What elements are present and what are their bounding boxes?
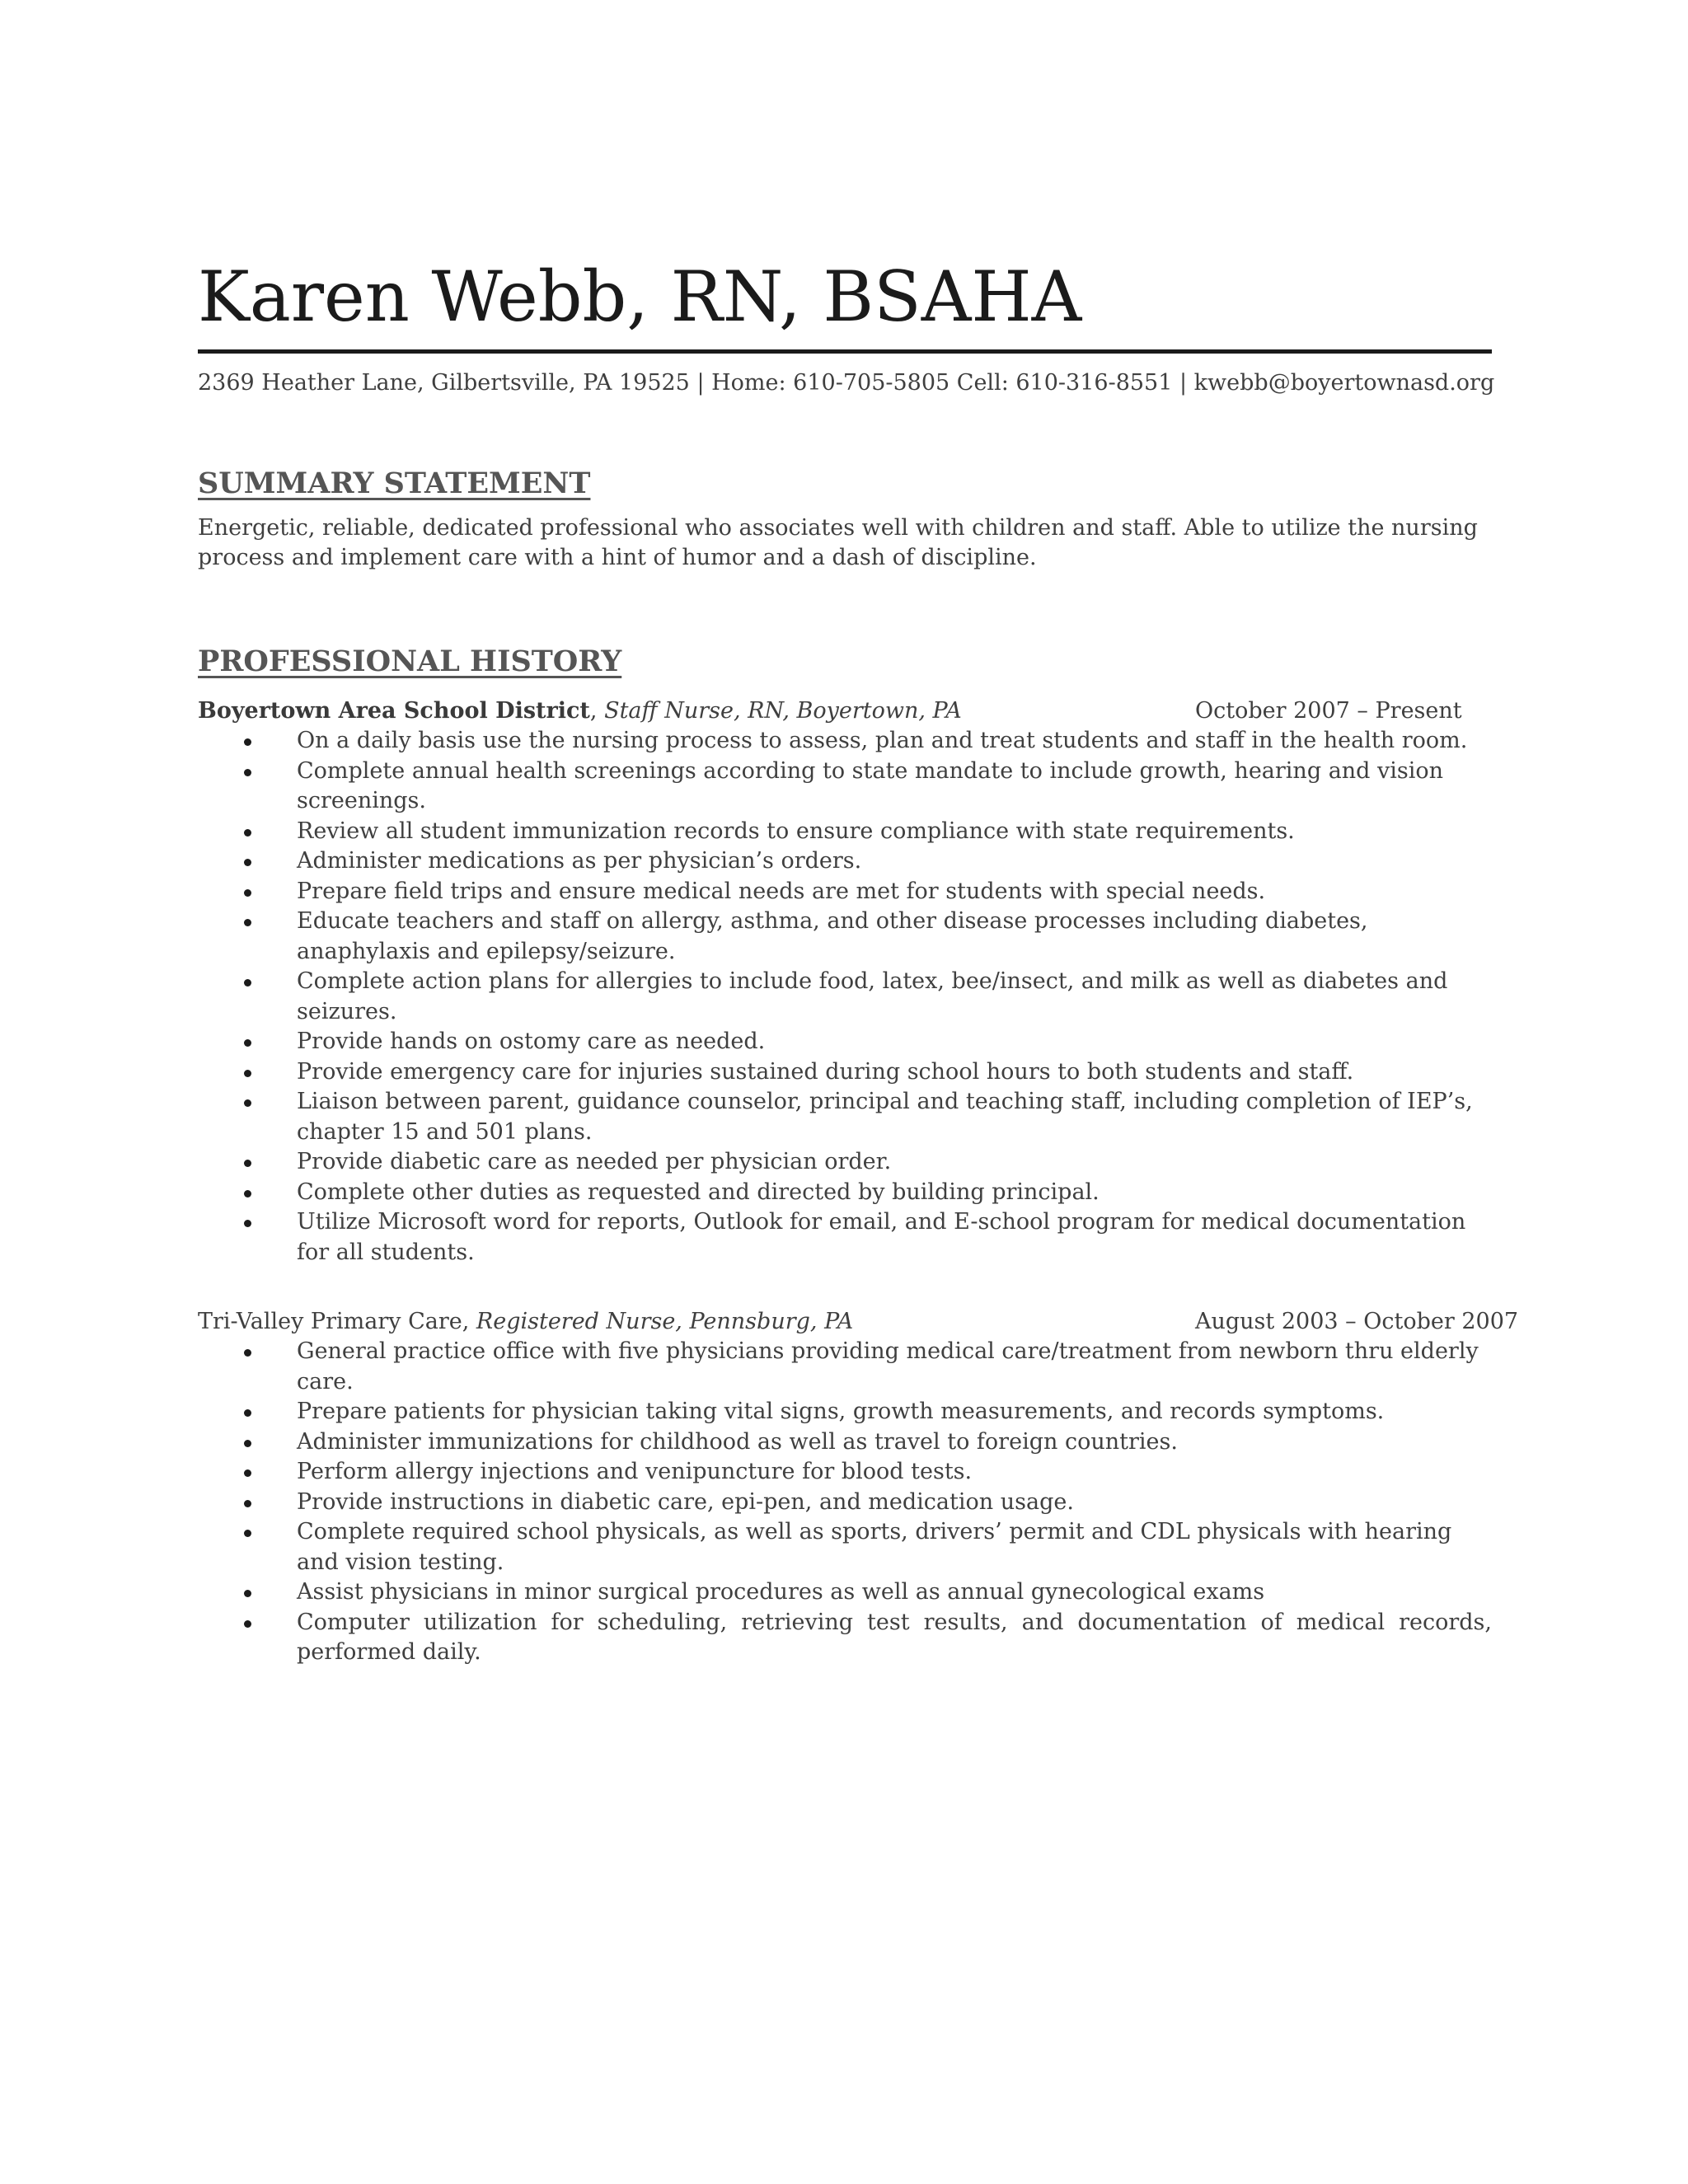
job-title: Staff Nurse, RN, Boyertown, PA (604, 698, 962, 724)
job-separator: , (462, 1309, 476, 1334)
summary-heading: SUMMARY STATEMENT (198, 466, 591, 500)
bullet-icon (244, 859, 251, 866)
duties-list-boyertown (198, 726, 1492, 1268)
bullet-icon (244, 1590, 251, 1597)
job-dates: October 2007 – Present (1195, 698, 1462, 724)
job-heading-tri-valley (198, 1307, 1519, 1337)
job-organization: Tri-Valley Primary Care (198, 1309, 462, 1334)
bullet-icon (244, 889, 251, 897)
job-organization: Boyertown Area School District (198, 698, 590, 724)
job-dates: August 2003 – October 2007 (1195, 1309, 1519, 1334)
bullet-icon (244, 1440, 251, 1447)
duty-item: Liaison between parent, guidance counselor, principal and teaching staff, including completion of IEP’s, chapter 15 and 501 plans. (198, 1087, 1492, 1147)
bullet-icon (244, 1099, 251, 1107)
duty-item: Complete required school physicals, as well as sports, drivers’ permit and CDL physicals with hearing and vision testing. (198, 1517, 1492, 1577)
bullet-icon (244, 1190, 251, 1197)
bullet-icon (244, 1409, 251, 1417)
duty-item: Complete action plans for allergies to include food, latex, bee/insect, and milk as well as diabetes and seizures. (198, 967, 1492, 1027)
bullet-icon (244, 1620, 251, 1628)
bullet-icon (244, 1349, 251, 1357)
duty-item: Administer immunizations for childhood as well as travel to foreign countries. (198, 1427, 1492, 1458)
bullet-icon (244, 1500, 251, 1507)
bullet-icon (244, 1220, 251, 1227)
duty-item: Review all student immunization records to ensure compliance with state requirements. (198, 817, 1492, 847)
duty-item: Prepare field trips and ensure medical needs are met for students with special needs. (198, 877, 1492, 907)
duty-item: Provide emergency care for injuries sustained during school hours to both students and staff. (198, 1057, 1492, 1088)
bullet-icon (244, 1039, 251, 1047)
duty-item: Utilize Microsoft word for reports, Outlook for email, and E-school program for medical documentation for all students. (198, 1207, 1492, 1268)
bullet-icon (244, 769, 251, 776)
duty-item: Complete other duties as requested and directed by building principal. (198, 1178, 1492, 1208)
duty-item: Prepare patients for physician taking vital signs, growth measurements, and records symptoms. (198, 1397, 1492, 1427)
duty-item: Administer medications as per physician’s orders. (198, 846, 1492, 877)
duty-item: Educate teachers and staff on allergy, asthma, and other disease processes including diabetes, anaphylaxis and epilepsy/seizure. (198, 907, 1492, 967)
duty-item: Provide instructions in diabetic care, epi-pen, and medication usage. (198, 1488, 1492, 1518)
duty-item: Computer utilization for scheduling, retrieving test results, and documentation of medical records, performed daily. (198, 1608, 1492, 1668)
resume-page (198, 255, 1519, 1668)
bullet-icon (244, 738, 251, 746)
duty-item: Perform allergy injections and venipuncture for blood tests. (198, 1457, 1492, 1488)
bullet-icon (244, 979, 251, 987)
job-heading-boyertown (198, 696, 1492, 726)
summary-text: Energetic, reliable, dedicated professional who associates well with children and staff. Able to utilize the nursing process and implement care with a hint of humor and a dash of discipline. (198, 515, 1478, 570)
bullet-icon (244, 1530, 251, 1537)
bullet-icon (244, 919, 251, 926)
contact-line: 2369 Heather Lane, Gilbertsville, PA 19525 | Home: 610-705-5805 Cell: 610-316-8551 | kwebb@boyertownasd.org (198, 370, 1495, 396)
history-heading: PROFESSIONAL HISTORY (198, 644, 622, 678)
job-separator: , (589, 698, 605, 724)
duty-item: Provide hands on ostomy care as needed. (198, 1027, 1492, 1057)
bullet-icon (244, 1469, 251, 1477)
candidate-name: Karen Webb, RN, BSAHA (198, 256, 1082, 337)
bullet-icon (244, 829, 251, 837)
duty-item: General practice office with five physicians providing medical care/treatment from newborn thru elderly care. (198, 1337, 1492, 1397)
duty-item: On a daily basis use the nursing process to assess, plan and treat students and staff in the health room. (198, 726, 1492, 757)
bullet-icon (244, 1070, 251, 1077)
job-title: Registered Nurse, Pennsburg, PA (476, 1309, 854, 1334)
duties-list-tri-valley (198, 1337, 1492, 1668)
duty-item: Provide diabetic care as needed per physician order. (198, 1147, 1492, 1178)
name-divider (198, 349, 1492, 354)
duty-item: Assist physicians in minor surgical procedures as well as annual gynecological exams (198, 1577, 1492, 1608)
duty-item: Complete annual health screenings according to state mandate to include growth, hearing and vision screenings. (198, 757, 1492, 817)
bullet-icon (244, 1160, 251, 1167)
